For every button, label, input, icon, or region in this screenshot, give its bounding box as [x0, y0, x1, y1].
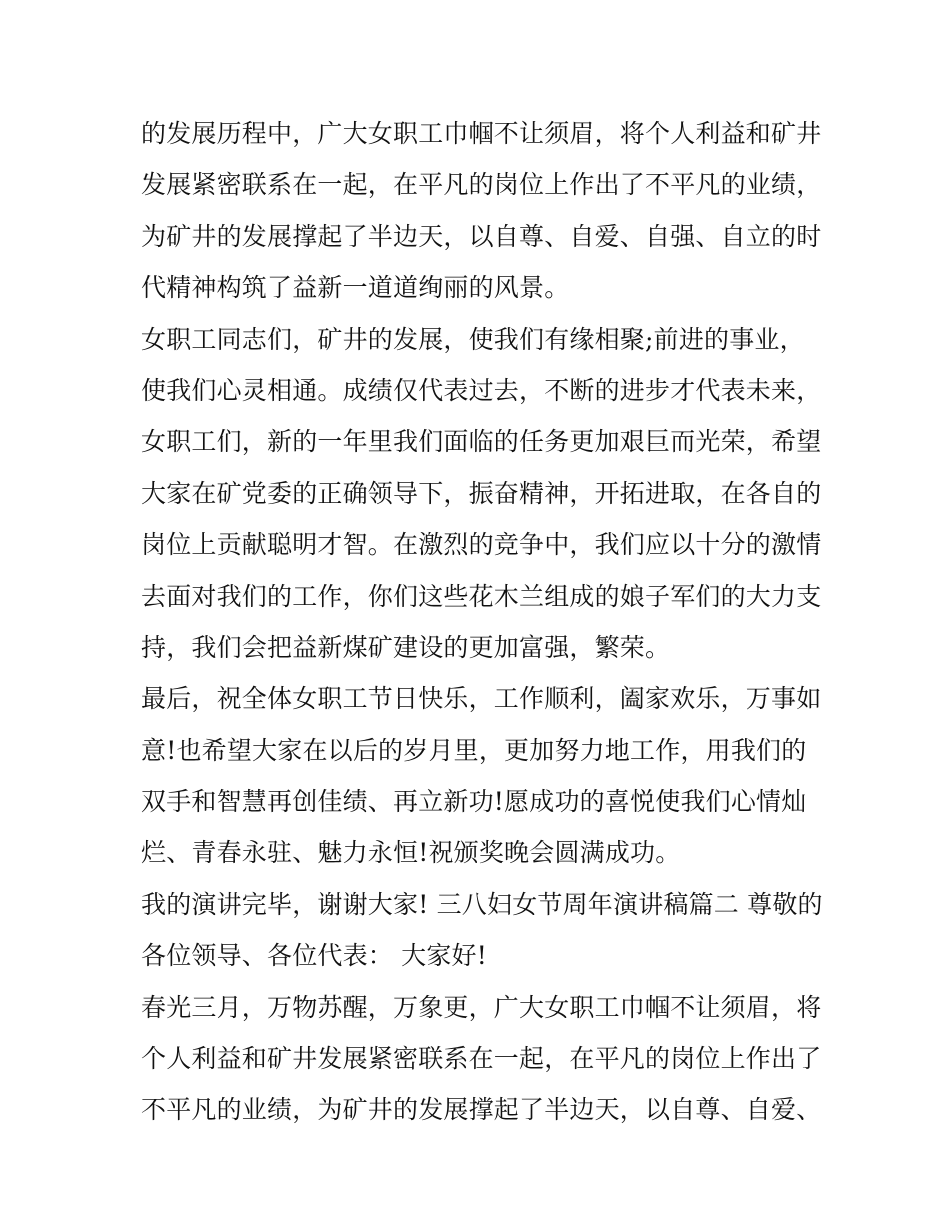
text-line: 持，我们会把益新煤矿建设的更加富强，繁荣。	[141, 632, 671, 662]
text-line: 烂、青春永驻、魅力永恒!祝颁奖晚会圆满成功。	[141, 838, 681, 868]
text-line: 发展紧密联系在一起，在平凡的岗位上作出了不平凡的业绩，	[141, 170, 822, 200]
text-line: 岗位上贡献聪明才智。在激烈的竞争中，我们应以十分的激情	[141, 530, 822, 560]
body-text	[141, 108, 821, 1136]
text-line: 我的演讲完毕，谢谢大家! 三八妇女节周年演讲稿篇二 尊敬的	[141, 889, 823, 919]
text-line: 去面对我们的工作，你们这些花木兰组成的娘子军们的大力支	[141, 581, 822, 611]
text-line: 最后，祝全体女职工节日快乐，工作顺利，阖家欢乐，万事如	[141, 684, 822, 714]
text-line: 女职工们，新的一年里我们面临的任务更加艰巨而光荣，希望	[141, 427, 822, 457]
text-line: 双手和智慧再创佳绩、再立新功!愿成功的喜悦使我们心情灿	[141, 787, 807, 817]
text-line: 为矿井的发展撑起了半边天，以自尊、自爱、自强、自立的时	[141, 221, 822, 251]
text-line: 使我们心灵相通。成绩仅代表过去，不断的进步才代表未来，	[141, 375, 822, 405]
text-line: 各位领导、各位代表： 大家好!	[141, 941, 487, 971]
text-line: 女职工同志们，矿井的发展，使我们有缘相聚;前进的事业，	[141, 324, 805, 354]
text-line: 春光三月，万物苏醒，万象更，广大女职工巾帼不让须眉，将	[141, 992, 822, 1022]
text-line: 个人利益和矿井发展紧密联系在一起，在平凡的岗位上作出了	[141, 1044, 822, 1074]
text-line: 大家在矿党委的正确领导下，振奋精神，开拓进取，在各自的	[141, 478, 822, 508]
text-line: 不平凡的业绩，为矿井的发展撑起了半边天，以自尊、自爱、	[141, 1095, 822, 1125]
text-line: 意!也希望大家在以后的岁月里，更加努力地工作，用我们的	[141, 735, 807, 765]
text-line: 的发展历程中，广大女职工巾帼不让须眉，将个人利益和矿井	[141, 119, 822, 148]
text-line: 代精神构筑了益新一道道绚丽的风景。	[141, 273, 570, 303]
